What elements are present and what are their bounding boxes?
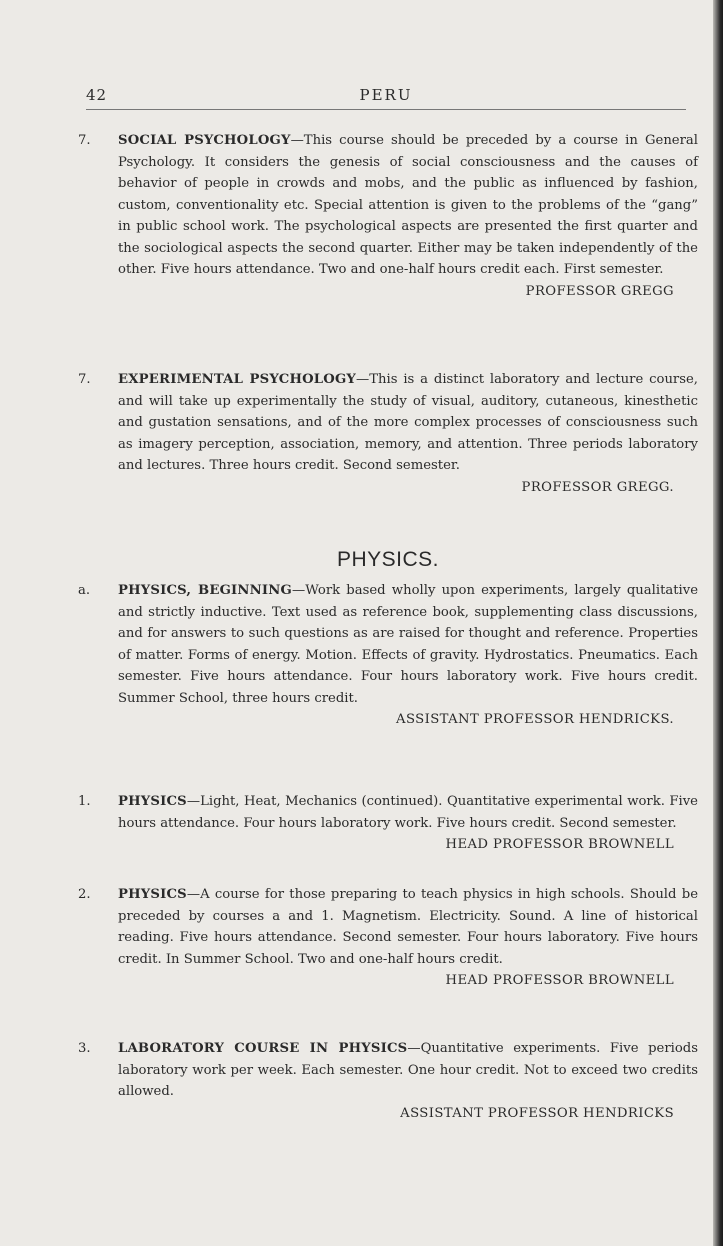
course-entry-experimental-psychology <box>78 369 698 498</box>
header-rule <box>86 109 686 110</box>
running-title: PERU <box>359 86 413 104</box>
course-number: 2. <box>78 887 91 902</box>
course-description <box>118 130 698 281</box>
course-entry-laboratory-physics <box>78 1038 698 1124</box>
course-text: —Quantitative experiments. Five periods laboratory work per week. Each semester. One hour credit. Not to exceed two credits allowed. <box>118 1041 698 1099</box>
course-number: 1. <box>78 794 91 809</box>
course-description <box>118 791 698 834</box>
course-number: 7. <box>78 372 91 387</box>
course-entry-social-psychology <box>78 130 698 302</box>
course-name: PHYSICS <box>118 794 187 809</box>
course-name: LABORATORY COURSE IN PHYSICS <box>118 1041 408 1056</box>
course-name: PHYSICS, BEGINNING <box>118 583 293 598</box>
course-instructor: ASSISTANT PROFESSOR HENDRICKS. <box>396 712 674 727</box>
course-text: —Light, Heat, Mechanics (continued). Quantitative experimental work. Five hours attendance. Four hours laboratory work. Five hours credit. Second semester. <box>118 794 698 831</box>
course-description <box>118 369 698 477</box>
course-name: EXPERIMENTAL PSYCHOLOGY <box>118 372 357 387</box>
course-instructor: PROFESSOR GREGG <box>525 283 674 299</box>
course-number: 3. <box>78 1041 91 1056</box>
course-name: SOCIAL PSYCHOLOGY <box>118 133 291 148</box>
course-number: 7. <box>78 133 91 148</box>
page-edge-shadow <box>713 0 723 1246</box>
section-heading-physics: PHYSICS. <box>336 548 440 571</box>
course-description <box>118 1038 698 1103</box>
course-name: PHYSICS <box>118 887 187 902</box>
course-instructor: PROFESSOR GREGG. <box>521 479 674 495</box>
course-description <box>118 580 698 709</box>
course-instructor: HEAD PROFESSOR BROWNELL <box>445 837 674 852</box>
course-text: —Work based wholly upon experiments, largely qualitative and strictly inductive. Text used as reference book, supplementing class discussions, and for answers to such questions as are raised for thought and reference. Properties of matter. Forms of energy. Motion. Effects of gravity. Hydrostatics. Pneumatics. Each semester. Five hours attendance. Four hours laboratory work. Five hours credit. Summer School, three hours credit. <box>118 583 698 706</box>
course-entry-physics-1 <box>78 791 698 856</box>
course-instructor: ASSISTANT PROFESSOR HENDRICKS <box>400 1105 674 1121</box>
course-text: —This is a distinct laboratory and lecture course, and will take up experimentally the study of visual, auditory, cutaneous, kinesthetic and gustation sensations, and of the more complex processes of consciousness such as imagery perception, association, memory, and attention. Three periods laboratory and lectures. Three hours credit. Second semester. <box>118 372 699 473</box>
course-description <box>118 884 698 970</box>
page-header <box>86 86 686 108</box>
course-number: a. <box>78 583 91 598</box>
course-entry-physics-beginning <box>78 580 698 731</box>
course-text: —This course should be preceded by a course in General Psychology. It considers the genesis of social consciousness and the causes of behavior of people in crowds and mobs, and the public as influenced by fashion, custom, conventionality etc. Special attention is given to the problems of the “gang” in public school work. The psychological aspects are presented the first quarter and the sociological aspects the second quarter. Either may be taken independently of the other. Five hours attendance. Two and one-half hours credit each. First semester. <box>118 133 698 277</box>
course-entry-physics-2 <box>78 884 698 992</box>
course-text: —A course for those preparing to teach physics in high schools. Should be preceded by courses a and 1. Magnetism. Electricity. Sound. A line of historical reading. Five hours attendance. Second semester. Four hours laboratory. Five hours credit. In Summer School. Two and one-half hours credit. <box>118 887 698 967</box>
page-number: 42 <box>86 86 108 104</box>
course-instructor: HEAD PROFESSOR BROWNELL <box>445 973 674 988</box>
